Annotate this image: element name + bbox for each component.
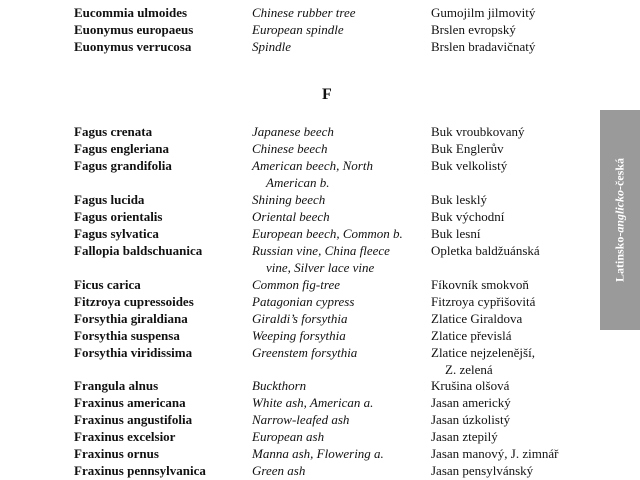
czech-name: Jasan úzkolistý <box>431 412 511 427</box>
czech-name-line1: Zlatice nejzelenější, <box>431 345 535 360</box>
english-name-line2: vine, Silver lace vine <box>266 260 375 275</box>
latin-name: Euonymus verrucosa <box>74 39 192 54</box>
table-row <box>0 242 600 276</box>
table-row <box>0 394 600 411</box>
latin-name: Ficus carica <box>74 277 141 292</box>
table-row <box>0 157 600 191</box>
table-row <box>0 225 600 242</box>
latin-name: Fagus engleriana <box>74 141 169 156</box>
english-name: European ash <box>252 429 325 444</box>
czech-name: Krušina olšová <box>431 378 510 393</box>
latin-name: Forsythia giraldiana <box>74 311 188 326</box>
english-name: Chinese beech <box>252 141 328 156</box>
table-row <box>0 462 600 479</box>
latin-name: Fagus sylvatica <box>74 226 159 241</box>
english-name: Shining beech <box>252 192 326 207</box>
english-name: Japanese beech <box>252 124 334 139</box>
section-thumb-tab <box>600 110 640 330</box>
english-name: Chinese rubber tree <box>252 5 356 20</box>
latin-name: Fagus grandifolia <box>74 158 172 173</box>
latin-name: Fraxinus angustifolia <box>74 412 193 427</box>
czech-name: Buk Englerův <box>431 141 504 156</box>
english-name: Manna ash, Flowering a. <box>252 446 384 461</box>
english-name-line2: American b. <box>266 175 330 190</box>
table-row <box>0 293 600 310</box>
latin-name: Forsythia suspensa <box>74 328 180 343</box>
english-name: Spindle <box>252 39 291 54</box>
czech-name: Jasan americký <box>431 395 511 410</box>
czech-name: Buk východní <box>431 209 505 224</box>
czech-name: Zlatice převislá <box>431 328 512 343</box>
english-name: Patagonian cypress <box>252 294 355 309</box>
english-name <box>252 157 373 191</box>
latin-name: Fagus orientalis <box>74 209 163 224</box>
latin-name: Frangula alnus <box>74 378 159 393</box>
latin-name: Fallopia baldschuanica <box>74 243 203 258</box>
thumb-tab-label-pre: Latinsko- <box>612 232 627 283</box>
czech-name: Gumojilm jilmovitý <box>431 5 536 20</box>
table-row <box>0 411 600 428</box>
czech-name: Fíkovník smokvoň <box>431 277 529 292</box>
latin-name: Forsythia viridissima <box>74 345 193 360</box>
latin-name: Fagus lucida <box>74 192 145 207</box>
english-name-line1: Russian vine, China fleece <box>252 243 390 258</box>
english-name: Weeping forsythia <box>252 328 346 343</box>
czech-name: Jasan ztepilý <box>431 429 498 444</box>
english-name: European beech, Common b. <box>252 226 403 241</box>
table-row <box>0 140 600 157</box>
english-name: White ash, American a. <box>252 395 374 410</box>
thumb-tab-label-italic: anglicko <box>612 189 627 233</box>
latin-name: Fraxinus ornus <box>74 446 159 461</box>
czech-name: Jasan pensylvánský <box>431 463 534 478</box>
english-name: Green ash <box>252 463 306 478</box>
table-row <box>0 327 600 344</box>
latin-name: Euonymus europaeus <box>74 22 194 37</box>
table-row <box>0 123 600 140</box>
czech-name <box>431 344 535 378</box>
czech-name: Buk vroubkovaný <box>431 124 525 139</box>
czech-name: Brslen evropský <box>431 22 516 37</box>
table-row <box>0 208 600 225</box>
czech-name: Jasan manový, J. zimnář <box>431 446 559 461</box>
table-row <box>0 276 600 293</box>
thumb-tab-label-post: -česká <box>612 157 627 190</box>
latin-name: Fraxinus americana <box>74 395 186 410</box>
table-row <box>0 428 600 445</box>
english-name <box>252 242 390 276</box>
czech-name: Fitzroya cypřišovitá <box>431 294 536 309</box>
table-row <box>0 445 600 462</box>
thumb-tab-label <box>613 158 628 282</box>
czech-name: Zlatice Giraldova <box>431 311 523 326</box>
table-row <box>0 344 600 378</box>
table-row <box>0 377 600 394</box>
czech-name: Brslen bradavičnatý <box>431 39 536 54</box>
czech-name: Buk lesklý <box>431 192 487 207</box>
latin-name: Eucommia ulmoides <box>74 5 188 20</box>
english-name-line1: American beech, North <box>252 158 373 173</box>
latin-name: Fraxinus pennsylvanica <box>74 463 206 478</box>
english-name: Buckthorn <box>252 378 307 393</box>
table-row <box>0 310 600 327</box>
czech-name: Buk velkolistý <box>431 158 508 173</box>
table-row <box>0 21 600 38</box>
english-name: Giraldi’s forsythia <box>252 311 348 326</box>
latin-name: Fraxinus excelsior <box>74 429 176 444</box>
latin-name: Fitzroya cupressoides <box>74 294 194 309</box>
english-name: European spindle <box>252 22 344 37</box>
czech-name-line2: Z. zelená <box>445 362 493 377</box>
latin-name: Fagus crenata <box>74 124 153 139</box>
english-name: Common fig-tree <box>252 277 340 292</box>
czech-name: Buk lesní <box>431 226 481 241</box>
table-row <box>0 4 600 21</box>
english-name: Greenstem forsythia <box>252 345 358 360</box>
table-row <box>0 38 600 55</box>
english-name: Narrow-leafed ash <box>252 412 350 427</box>
english-name: Oriental beech <box>252 209 330 224</box>
czech-name: Opletka baldžuánská <box>431 243 540 258</box>
section-letter: F <box>322 86 332 103</box>
table-row <box>0 191 600 208</box>
